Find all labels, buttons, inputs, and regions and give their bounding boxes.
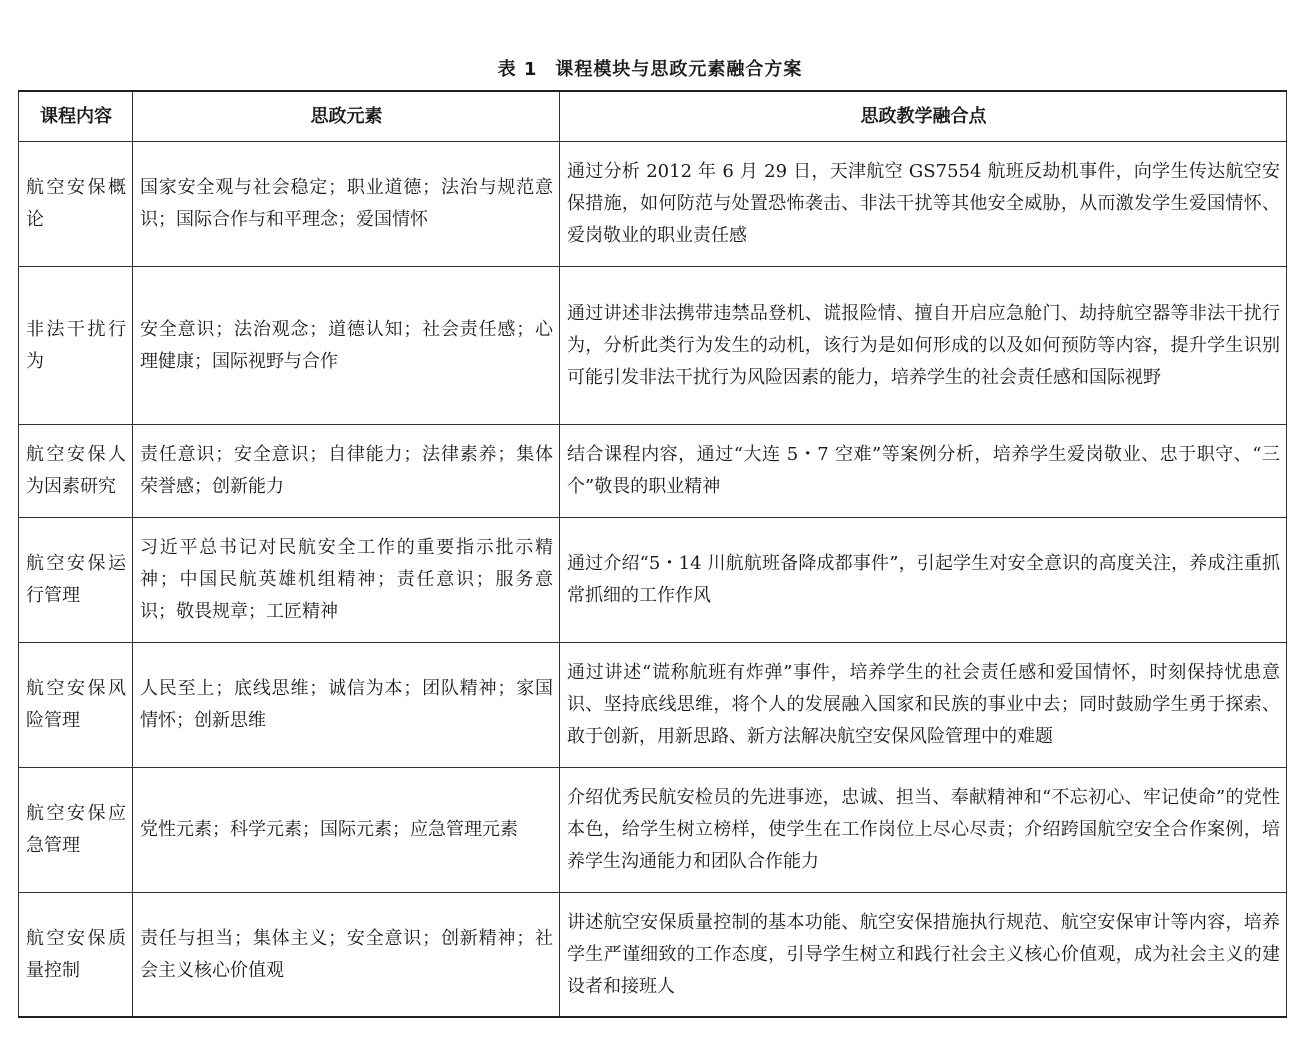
elements-cell: 责任与担当；集体主义；安全意识；创新精神；社会主义核心价值观 bbox=[133, 893, 560, 1018]
elements-cell: 习近平总书记对民航安全工作的重要指示批示精神；中国民航英雄机组精神；责任意识；服务意识；敬畏规章；工匠精神 bbox=[133, 518, 560, 643]
table-row bbox=[19, 643, 1287, 768]
table-number: 表 1 bbox=[497, 59, 538, 80]
table-row bbox=[19, 893, 1287, 1018]
integration-cell: 通过分析 2012 年 6 月 29 日，天津航空 GS7554 航班反劫机事件，向学生传达航空安保措施，如何防范与处置恐怖袭击、非法干扰等其他安全威胁，从而激发学生爱国情怀、爱岗敬业的职业责任感 bbox=[560, 142, 1287, 267]
integration-cell: 结合课程内容，通过“大连 5・7 空难”等案例分析，培养学生爱岗敬业、忠于职守、“三个”敬畏的职业精神 bbox=[560, 425, 1287, 518]
course-cell: 航空安保应急管理 bbox=[19, 768, 133, 893]
course-cell: 航空安保运行管理 bbox=[19, 518, 133, 643]
elements-cell: 党性元素；科学元素；国际元素；应急管理元素 bbox=[133, 768, 560, 893]
table-row bbox=[19, 267, 1287, 425]
table-caption bbox=[0, 55, 1300, 81]
course-cell: 航空安保人为因素研究 bbox=[19, 425, 133, 518]
curriculum-table bbox=[18, 90, 1287, 1018]
integration-cell: 通过讲述非法携带违禁品登机、谎报险情、擅自开启应急舱门、劫持航空器等非法干扰行为，分析此类行为发生的动机，该行为是如何形成的以及如何预防等内容，提升学生识别可能引发非法干扰行为风险因素的能力，培养学生的社会责任感和国际视野 bbox=[560, 267, 1287, 425]
integration-cell: 讲述航空安保质量控制的基本功能、航空安保措施执行规范、航空安保审计等内容，培养学生严谨细致的工作态度，引导学生树立和践行社会主义核心价值观，成为社会主义的建设者和接班人 bbox=[560, 893, 1287, 1018]
course-cell: 航空安保质量控制 bbox=[19, 893, 133, 1018]
course-cell: 航空安保风险管理 bbox=[19, 643, 133, 768]
elements-cell: 国家安全观与社会稳定；职业道德；法治与规范意识；国际合作与和平理念；爱国情怀 bbox=[133, 142, 560, 267]
header-course-content: 课程内容 bbox=[19, 91, 133, 142]
table-title: 课程模块与思政元素融合方案 bbox=[555, 59, 803, 80]
integration-cell: 通过介绍“5・14 川航航班备降成都事件”，引起学生对安全意识的高度关注，养成注重抓常抓细的工作作风 bbox=[560, 518, 1287, 643]
table-row bbox=[19, 142, 1287, 267]
course-cell: 非法干扰行为 bbox=[19, 267, 133, 425]
integration-cell: 通过讲述“谎称航班有炸弹”事件，培养学生的社会责任感和爱国情怀，时刻保持忧患意识、坚持底线思维，将个人的发展融入国家和民族的事业中去；同时鼓励学生勇于探索、敢于创新，用新思路、新方法解决航空安保风险管理中的难题 bbox=[560, 643, 1287, 768]
table-row bbox=[19, 768, 1287, 893]
header-ideological-elements: 思政元素 bbox=[133, 91, 560, 142]
integration-cell: 介绍优秀民航安检员的先进事迹，忠诚、担当、奉献精神和“不忘初心、牢记使命”的党性本色，给学生树立榜样，使学生在工作岗位上尽心尽责；介绍跨国航空安全合作案例，培养学生沟通能力和团队合作能力 bbox=[560, 768, 1287, 893]
table-row bbox=[19, 425, 1287, 518]
header-integration-points: 思政教学融合点 bbox=[560, 91, 1287, 142]
elements-cell: 安全意识；法治观念；道德认知；社会责任感；心理健康；国际视野与合作 bbox=[133, 267, 560, 425]
course-cell: 航空安保概论 bbox=[19, 142, 133, 267]
table-row bbox=[19, 518, 1287, 643]
table-header-row bbox=[19, 91, 1287, 142]
elements-cell: 责任意识；安全意识；自律能力；法律素养；集体荣誉感；创新能力 bbox=[133, 425, 560, 518]
elements-cell: 人民至上；底线思维；诚信为本；团队精神；家国情怀；创新思维 bbox=[133, 643, 560, 768]
